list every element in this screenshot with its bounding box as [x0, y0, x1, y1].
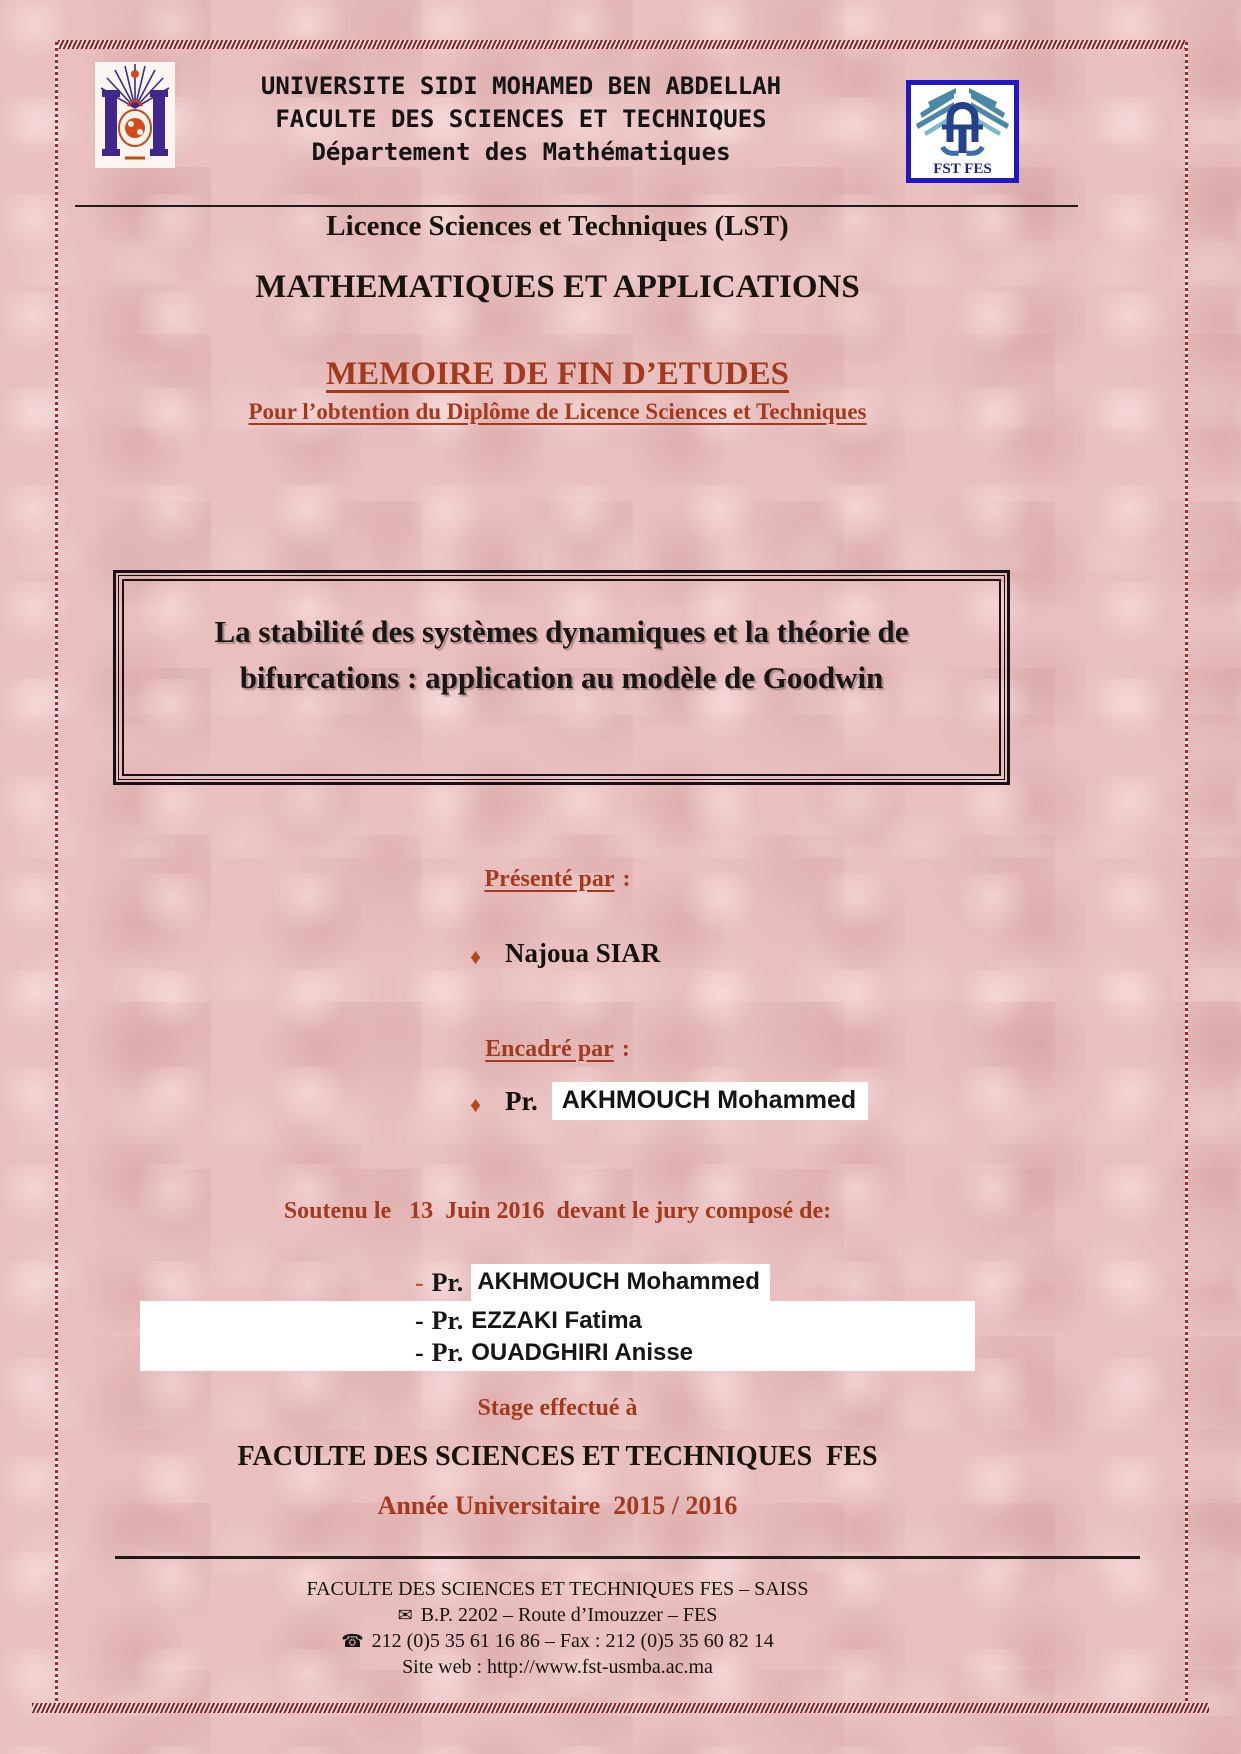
jury-dash: - — [415, 1306, 424, 1335]
jury-dash: - — [415, 1338, 424, 1367]
jury-member-name: EZZAKI Fatima — [471, 1307, 642, 1334]
academic-year: Année Universitaire 2015 / 2016 — [377, 1491, 738, 1520]
jury-prefix: Pr. — [431, 1338, 464, 1367]
jury-prefix: Pr. — [431, 1267, 464, 1297]
supervised-by-label-text: Encadré par — [485, 1036, 614, 1062]
thesis-title-box-inner — [122, 579, 1001, 776]
usmba-logo-icon — [95, 62, 175, 168]
supervisor-prefix: Pr. — [505, 1085, 538, 1116]
supervised-by-label — [75, 1036, 1040, 1063]
mail-icon: ✉ — [397, 1605, 413, 1625]
thesis-title-box — [113, 570, 1010, 785]
footer-phone-text: 212 (0)5 35 61 16 86 – Fax : 212 (0)5 35 60 82 14 — [371, 1630, 774, 1652]
fst-fes-logo — [906, 80, 1019, 183]
frame-left-stitch — [55, 42, 58, 1703]
presented-by-colon: : — [622, 866, 631, 892]
jury-member-name: OUADGHIRI Anisse — [471, 1339, 694, 1366]
jury-prefix: Pr. — [431, 1306, 464, 1335]
program-title: Licence Sciences et Techniques (LST) — [326, 210, 789, 242]
footer-address-text: B.P. 2202 – Route d’Imouzzer – FES — [420, 1604, 718, 1626]
jury-row — [415, 1338, 693, 1368]
internship-place: FACULTE DES SCIENCES ET TECHNIQUES FES — [237, 1441, 878, 1472]
footer-divider — [115, 1556, 1140, 1559]
jury-row — [415, 1306, 642, 1336]
defense-intro: Soutenu le 13 Juin 2016 devant le jury composé de: — [283, 1198, 832, 1224]
memoire-subtitle-text: Pour l’obtention du Diplôme de Licence Sciences et Techniques — [248, 399, 867, 424]
presented-name: Najoua SIAR — [505, 938, 661, 968]
frame-right-stitch — [1185, 42, 1188, 1703]
header-department-name: Département des Mathématiques — [311, 138, 731, 166]
jury-member-name: AKHMOUCH Mohammed — [471, 1264, 770, 1301]
memoire-subtitle — [75, 399, 1040, 425]
footer-block — [75, 1576, 1040, 1680]
jury-dash: - — [415, 1267, 424, 1297]
memoire-title-text: MEMOIRE DE FIN D’ETUDES — [326, 356, 789, 392]
thesis-title-line2: bifurcations : application au modèle de Goodwin — [239, 660, 884, 695]
diamond-bullet-icon: ♦ — [470, 1092, 482, 1117]
fst-logo-label: FST FES — [933, 161, 992, 177]
specialty-title: MATHEMATIQUES ET APPLICATIONS — [255, 269, 860, 305]
internship-label: Stage effectué à — [477, 1395, 638, 1421]
memoire-title — [75, 356, 1040, 393]
header-faculty-name: FACULTE DES SCIENCES ET TECHNIQUES — [275, 105, 767, 133]
supervisor-name: AKHMOUCH Mohammed — [552, 1082, 868, 1120]
presented-by-label — [75, 866, 1040, 893]
footer-website: Site web : http://www.fst-usmba.ac.ma — [402, 1656, 713, 1678]
supervised-by-colon: : — [621, 1036, 630, 1062]
footer-address — [75, 1602, 1040, 1628]
supervisor-row — [505, 1082, 868, 1120]
diamond-bullet-icon: ♦ — [470, 944, 482, 969]
frame-top-band — [58, 40, 1185, 49]
thesis-title-box-mid — [118, 575, 1005, 780]
footer-phone — [75, 1628, 1040, 1654]
phone-icon: ☎ — [341, 1631, 364, 1651]
thesis-title-line1: La stabilité des systèmes dynamiques et la théorie de — [214, 614, 909, 649]
header-text-block — [231, 70, 811, 169]
usmba-logo — [95, 62, 175, 168]
header-divider — [75, 205, 1078, 207]
frame-bottom-band — [32, 1703, 1209, 1713]
jury-row — [415, 1264, 770, 1301]
footer-institution: FACULTE DES SCIENCES ET TECHNIQUES FES – SAISS — [306, 1578, 809, 1600]
presented-by-label-text: Présenté par — [484, 866, 615, 892]
fst-fes-logo-icon — [906, 80, 1019, 183]
header-university-name: UNIVERSITE SIDI MOHAMED BEN ABDELLAH — [260, 72, 782, 100]
